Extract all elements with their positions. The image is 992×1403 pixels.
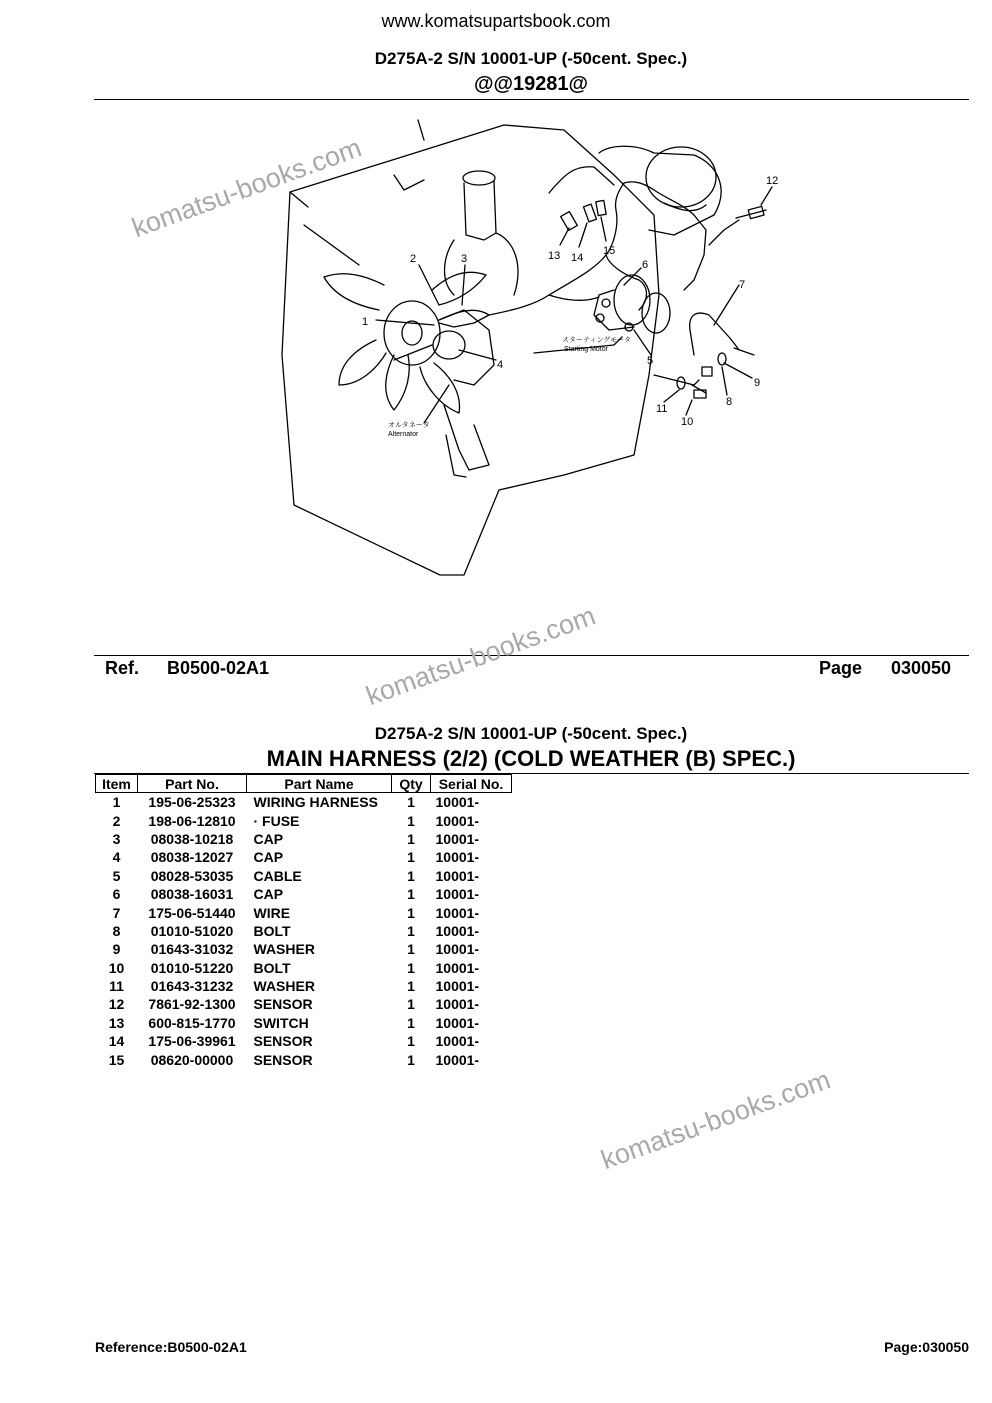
cell-part-no: 600-815-1770 [148,1014,236,1031]
cell-qty: 1 [407,867,415,884]
callout-10: 10 [681,416,694,428]
cell-serial: 10001- [435,922,480,939]
cell-qty: 1 [407,830,415,847]
alternator-label-jp: オルタネータ [388,422,430,429]
cell-serial: 10001- [435,941,480,958]
illustration-code: @@19281@ [473,73,589,95]
cell-qty: 1 [407,849,415,866]
parts-table [95,774,512,1069]
table-row [96,1050,512,1068]
table-row [96,940,512,958]
cell-part-no: 7861-92-1300 [148,996,236,1013]
cell-qty: 1 [407,1051,415,1068]
cell-part-name: SENSOR [253,996,313,1013]
ref-value: B0500-02A1 [167,658,270,678]
cell-item: 8 [112,922,121,939]
watermark-top: komatsu-books.com [128,132,366,244]
cell-serial: 10001- [435,959,480,976]
page-value: 030050 [891,658,952,678]
cell-part-name: CAP [253,886,284,903]
cell-qty: 1 [407,812,415,829]
callout-9: 9 [754,377,761,389]
callout-6: 6 [642,259,649,271]
table-row [96,885,512,903]
model-line-header: D275A-2 S/N 10001-UP (-50cent. Spec.) [374,49,688,68]
header-rule [94,99,969,100]
cell-qty: 1 [407,959,415,976]
cell-part-no: 198-06-12810 [148,812,236,829]
footer-reference: Reference:B0500-02A1 [95,1339,247,1355]
callout-7: 7 [739,279,746,291]
cell-part-no: 01643-31232 [150,978,234,995]
cell-part-name: · FUSE [253,812,300,829]
cell-serial: 10001- [435,996,480,1013]
cell-qty: 1 [407,886,415,903]
cell-part-name: WIRING HARNESS [253,794,378,811]
starting-motor-label-jp: スターティングモータ [562,337,632,344]
cell-qty: 1 [407,996,415,1013]
callout-13: 13 [548,250,561,262]
table-row [96,830,512,848]
col-header-item: Item [96,775,138,793]
table-row [96,903,512,921]
cell-item: 13 [108,1014,125,1031]
cell-part-name: WASHER [253,978,315,995]
cell-qty: 1 [407,922,415,939]
cell-serial: 10001- [435,978,480,995]
cell-part-no: 08620-00000 [150,1051,234,1068]
table-row [96,848,512,866]
cell-part-name: BOLT [253,922,291,939]
cell-serial: 10001- [435,1051,480,1068]
cell-part-no: 08028-53035 [150,867,234,884]
alternator-label: Alternator [388,431,419,438]
cell-item: 15 [108,1051,125,1068]
cell-item: 12 [108,996,125,1013]
cell-item: 11 [109,978,124,995]
col-header-serial-no: Serial No. [431,775,512,793]
table-row [96,867,512,885]
cell-qty: 1 [407,904,415,921]
cell-item: 6 [112,886,121,903]
section-title: MAIN HARNESS (2/2) (COLD WEATHER (B) SPEC.) [266,746,796,771]
cell-part-no: 08038-10218 [150,830,234,847]
table-header-row [96,775,512,793]
cell-part-name: SENSOR [253,1033,313,1050]
callout-8: 8 [726,396,733,408]
cell-item: 9 [112,941,121,958]
cell-item: 14 [108,1033,125,1050]
cell-item: 10 [108,959,125,976]
cell-qty: 1 [407,794,415,811]
ref-rule [94,655,969,656]
cell-part-no: 01010-51020 [150,922,234,939]
cell-part-no: 08038-16031 [150,886,234,903]
cell-serial: 10001- [435,1033,480,1050]
table-row [96,959,512,977]
page-label: Page [819,658,863,678]
callout-14: 14 [571,252,584,264]
watermark-bottom: komatsu-books.com [597,1064,835,1176]
cell-part-name: CABLE [253,867,302,884]
cell-serial: 10001- [435,830,480,847]
callout-5: 5 [647,355,654,367]
col-header-part-no: Part No. [138,775,247,793]
cell-part-name: CAP [253,830,284,847]
cell-serial: 10001- [435,886,480,903]
site-url: www.komatsupartsbook.com [381,11,611,31]
table-row [96,922,512,940]
cell-qty: 1 [407,1033,415,1050]
callout-1: 1 [362,316,369,328]
callout-12: 12 [766,175,779,187]
cell-serial: 10001- [435,849,480,866]
cell-part-no: 01010-51220 [150,959,234,976]
callout-2: 2 [410,253,417,265]
table-row [96,977,512,995]
cell-item: 1 [112,794,121,811]
cell-item: 2 [112,812,121,829]
table-row [96,995,512,1013]
cell-qty: 1 [407,1014,415,1031]
cell-serial: 10001- [435,867,480,884]
starting-motor-label: Starting Motor [564,346,608,353]
table-row [96,811,512,829]
callout-4: 4 [497,359,504,371]
callout-11: 11 [656,403,668,415]
cell-serial: 10001- [435,1014,480,1031]
cell-part-name: CAP [253,849,284,866]
cell-part-name: SWITCH [253,1014,309,1031]
cell-part-no: 195-06-25323 [148,794,236,811]
table-row [96,1032,512,1050]
callout-15: 15 [603,245,616,257]
col-header-part-name: Part Name [247,775,392,793]
watermark-middle: komatsu-books.com [362,600,600,712]
cell-part-no: 08038-12027 [150,849,234,866]
cell-serial: 10001- [435,904,480,921]
cell-item: 4 [112,849,121,866]
cell-item: 5 [112,867,121,884]
footer-page: Page:030050 [884,1339,969,1355]
cell-item: 7 [112,904,121,921]
cell-part-name: SENSOR [253,1051,313,1068]
cell-part-name: WIRE [253,904,291,921]
table-row [96,1014,512,1032]
cell-item: 3 [112,830,121,847]
model-line-section: D275A-2 S/N 10001-UP (-50cent. Spec.) [374,724,688,743]
col-header-qty: Qty [392,775,431,793]
cell-serial: 10001- [435,812,480,829]
cell-qty: 1 [407,978,415,995]
cell-part-name: BOLT [253,959,291,976]
cell-part-no: 175-06-51440 [148,904,236,921]
cell-qty: 1 [407,941,415,958]
ref-label: Ref. [105,658,140,678]
cell-serial: 10001- [435,794,480,811]
callout-3: 3 [461,253,468,265]
cell-part-no: 01643-31032 [150,941,234,958]
cell-part-name: WASHER [253,941,315,958]
cell-part-no: 175-06-39961 [148,1033,236,1050]
table-row [96,793,512,812]
